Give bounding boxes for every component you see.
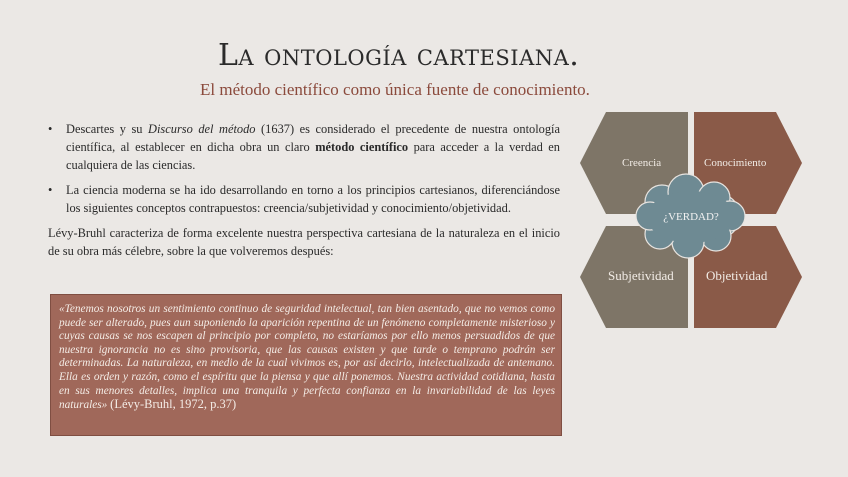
bold-term: método científico: [315, 140, 409, 154]
quote-text: «Tenemos nosotros un sentimiento continuo de seguridad intelectual, tan bien asentado, que no vemos como puede ser alterado, pues aun suponiendo la aparición repentina de un fenómeno completamente misterioso y cuyas causas se nos escapen al principio por completo, no estaríamos por ello menos persuadidos de que nuestra ignorancia no es sino provisoria, que las causas existen y que tarde o temprano podrán ser determinadas. La naturaleza, en medio de la cual vivimos es, por así decirlo, intelectualizada de antemano. Ella es orden y razón, como el espíritu que la piensa y que allí ponemos. Nuestra actividad cotidiana, hasta en sus menores detalles, implica una tranquila y perfecta confianza en la invariabilidad de las leyes naturales»: [59, 303, 555, 412]
label-subjetividad: Subjetividad: [608, 268, 674, 283]
page-title-text: La ontología cartesiana.: [218, 38, 580, 73]
bullet-dot-icon: •: [48, 122, 53, 136]
bullet-text: La ciencia moderna se ha ido desarrollando en torno a los principios cartesianos, diferenciándose los siguientes conceptos contrapuestos: creencia/subjetividad y conocimiento/objetividad.: [66, 183, 560, 215]
bullet-text-mid: (1637) es considerado el precedente de nuestra ontología científica, al establecer en dicha obra un claro: [66, 122, 560, 154]
bullet-dot-icon: •: [48, 183, 53, 197]
quote-box: [50, 294, 562, 436]
body-content: [48, 120, 560, 260]
book-title: Discurso del método: [148, 122, 256, 136]
label-conocimiento: Conocimiento: [704, 157, 767, 169]
bullet-text-pre: Descartes y su: [66, 122, 149, 136]
bullet-item: [48, 120, 560, 174]
concept-diagram: [580, 112, 802, 328]
label-creencia: Creencia: [622, 157, 662, 169]
intro-paragraph: Lévy-Bruhl caracteriza de forma excelente nuestra perspectiva cartesiana de la naturaleza en el inicio de su obra más célebre, sobre la que volveremos después:: [48, 226, 560, 258]
label-objetividad: Objetividad: [706, 268, 768, 283]
quote-citation: (Lévy-Bruhl, 1972, p.37): [110, 397, 237, 412]
bullet-item: [48, 181, 560, 217]
label-verdad: ¿VERDAD?: [663, 211, 719, 223]
bullet-text-post: para acceder a la verdad en cualquiera de las ciencias.: [66, 140, 560, 172]
page-subtitle: El método científico como única fuente de conocimiento.: [200, 80, 590, 99]
